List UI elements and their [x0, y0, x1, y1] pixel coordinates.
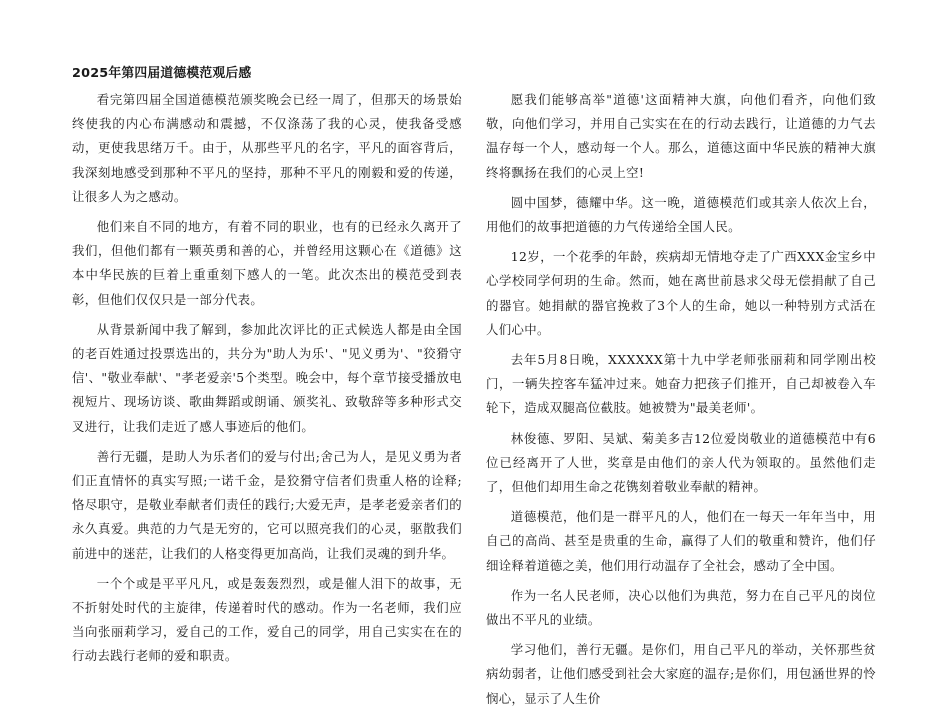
- left-column: [72, 62, 462, 675]
- paragraph: 学习他们，善行无疆。是你们，用自己平凡的举动，关怀那些贫病幼弱者，让他们感受到社会大家庭的温存;是你们，用包涵世界的怜悯心，显示了人生价: [486, 642, 876, 706]
- paragraph: 他们来自不同的地方，有着不同的职业，也有的已经永久离开了我们，但他们都有一颗英勇和善的心，并曾经用这颗心在《道德》这本中华民族的巨着上重重刻下感人的一笔。此次杰出的模范受到表彰，但他们仅仅只是一部分代表。: [72, 219, 462, 307]
- right-column: [486, 88, 876, 717]
- paragraph: 圆中国梦，德耀中华。这一晚，道德模范们或其亲人依次上台，用他们的故事把道德的力气传递给全国人民。: [486, 194, 876, 235]
- paragraph: 善行无疆，是助人为乐者们的爱与付出;舍己为人，是见义勇为者们正直情怀的真实写照;一诺千金，是狡猾守信者们贵重人格的诠释;恪尽职守，是敬业奉献者们责任的践行;大爱无声，是孝老爱亲者们的永久真爱。典范的力气是无穷的，它可以照亮我们的心灵，驱散我们前进中的迷茫，让我们的人格变得更加高尚，让我们灵魂的到升华。: [72, 448, 462, 561]
- paragraph: 去年5月8日晚，XXXXXX第十九中学老师张丽莉和同学刚出校门，一辆失控客车猛冲过来。她奋力把孩子们推开，自己却被卷入车轮下，造成双腿高位截肢。她被赞为"最美老师'。: [486, 352, 876, 416]
- paragraph: 看完第四届全国道德模范颁奖晚会已经一周了，但那天的场景始终使我的内心布满感动和震撼，不仅涤荡了我的心灵，使我备受感动，更使我思绪万千。由于，从那些平凡的名字，平凡的面容背后，我深刻地感受到那种不平凡的坚持，那种不平凡的刚毅和爱的传递，让很多人为之感动。: [72, 92, 462, 204]
- paragraph: 林俊德、罗阳、吴斌、菊美多吉12位爱岗敬业的道德模范中有6位已经离开了人世，奖章是由他们的亲人代为领取的。虽然他们走了，但他们却用生命之花镌刻着敬业奉献的精神。: [486, 430, 876, 495]
- paragraph: 从背景新闻中我了解到，参加此次评比的正式候选人都是由全国的老百姓通过投票选出的，共分为"助人为乐'、"见义勇为'、"狡猾守信'、"敬业奉献'、"孝老爱亲'5个类型。晚会中，每个章节接受播放电视短片、现场访谈、歌曲舞蹈或朗诵、颁奖礼、致敬辞等多种形式交叉进行，让我们走近了感人事迹后的他们。: [72, 321, 462, 434]
- paragraph: 作为一名人民老师，决心以他们为典范，努力在自己平凡的岗位做出不平凡的业绩。: [486, 587, 876, 628]
- paragraph: 12岁，一个花季的年龄，疾病却无情地夺走了广西XXX金宝乡中心学校同学何玥的生命。然而，她在离世前恳求父母无偿捐献了自己的器官。她捐献的器官挽救了3个人的生命，她以一种特别方式活在人们心中。: [486, 249, 876, 337]
- paragraph: 愿我们能够高举"道德'这面精神大旗，向他们看齐，向他们致敬，向他们学习，并用自己实实在在的行动去践行，让道德的力气去温存每一个人，感动每一个人。那么，道德这面中华民族的精神大旗终将飘扬在我们的心灵上空!: [486, 92, 876, 180]
- paragraph: 道德模范，他们是一群平凡的人，他们在一每天一年年当中，用自己的高尚、甚至是贵重的生命，赢得了人们的敬重和赞许，他们仔细诠释着道德之美，他们用行动温存了全社会，感动了全中国。: [486, 509, 876, 573]
- document-title: 2025年第四届道德模范观后感: [72, 66, 252, 81]
- paragraph: 一个个或是平平凡凡，或是轰轰烈烈，或是催人泪下的故事，无不折射处时代的主旋律，传递着时代的感动。作为一名老师，我们应当向张丽莉学习，爱自己的工作，爱自己的同学，用自己实实在在的行动去践行老师的爱和职责。: [72, 575, 462, 664]
